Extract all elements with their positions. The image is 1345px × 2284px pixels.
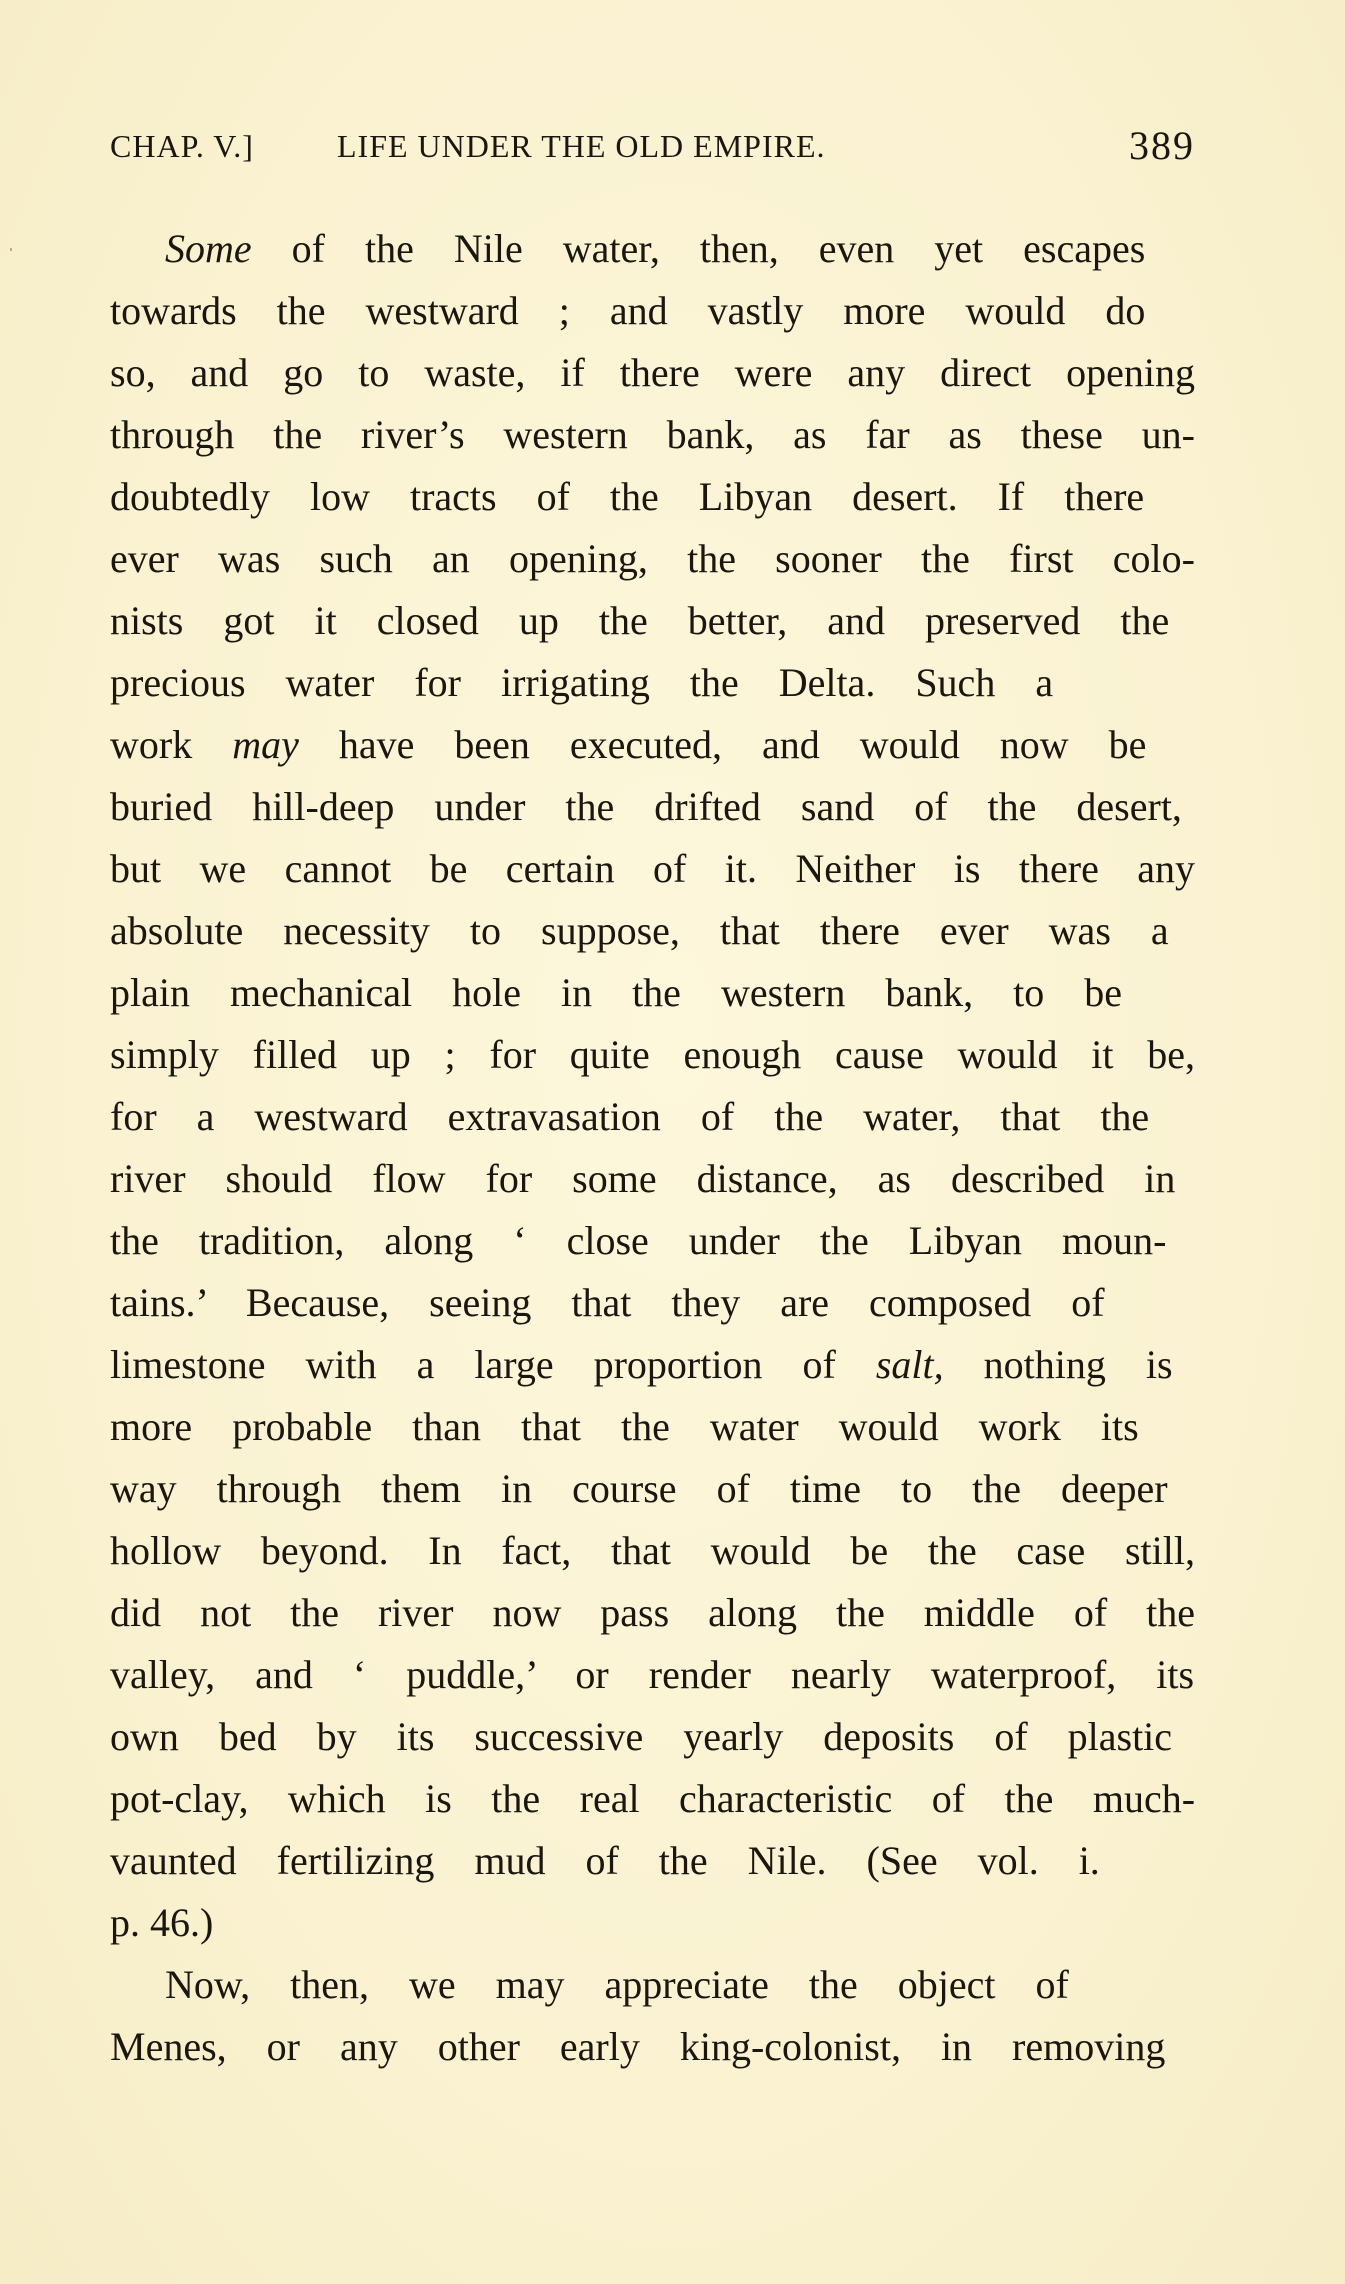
text-line: pot-clay, which is the real characteristic of the much- bbox=[110, 1776, 1195, 1821]
text-line: buried hill-deep under the drifted sand of the desert, bbox=[110, 784, 1182, 829]
text-line: did not the river now pass along the middle of the bbox=[110, 1590, 1195, 1635]
text-line: river should flow for some distance, as described in bbox=[110, 1156, 1176, 1201]
chapter-label: CHAP. V.] bbox=[110, 128, 254, 164]
paper-speck bbox=[10, 248, 12, 251]
text-line: more probable than that the water would work its bbox=[110, 1404, 1139, 1449]
text-line: limestone with a large proportion of salt, nothing is bbox=[110, 1342, 1173, 1387]
page-number: 389 bbox=[1129, 123, 1195, 168]
text-line: p. 46.) bbox=[110, 1900, 214, 1945]
text-line: Menes, or any other early king-colonist, in removing bbox=[110, 2024, 1166, 2069]
text-line: precious water for irrigating the Delta. Such a bbox=[110, 660, 1054, 705]
text-line: vaunted fertilizing mud of the Nile. (See vol. i. bbox=[110, 1838, 1100, 1883]
text-line: through the river’s western bank, as far as these un- bbox=[110, 412, 1195, 457]
text-line: but we cannot be certain of it. Neither is there any bbox=[110, 846, 1195, 891]
text-line: own bed by its successive yearly deposits of plastic bbox=[110, 1714, 1173, 1759]
text-line: valley, and ‘ puddle,’ or render nearly waterproof, its bbox=[110, 1652, 1195, 1697]
text-line: Now, then, we may appreciate the object of bbox=[165, 1962, 1069, 2007]
text-line: absolute necessity to suppose, that there ever was a bbox=[110, 908, 1169, 953]
text-line: simply filled up ; for quite enough cause would it be, bbox=[110, 1032, 1195, 1077]
running-title: LIFE UNDER THE OLD EMPIRE. bbox=[337, 128, 826, 164]
text-line: ever was such an opening, the sooner the first colo- bbox=[110, 536, 1195, 581]
text-line: way through them in course of time to the deeper bbox=[110, 1466, 1168, 1511]
running-head bbox=[110, 123, 1195, 178]
text-line: tains.’ Because, seeing that they are composed of bbox=[110, 1280, 1105, 1325]
text-line: towards the westward ; and vastly more would do bbox=[110, 288, 1146, 333]
text-line: so, and go to waste, if there were any direct opening bbox=[110, 350, 1195, 395]
text-line: work may have been executed, and would now be bbox=[110, 722, 1147, 767]
text-line: plain mechanical hole in the western bank, to be bbox=[110, 970, 1122, 1015]
text-line: nists got it closed up the better, and preserved the bbox=[110, 598, 1170, 643]
text-line: hollow beyond. In fact, that would be the case still, bbox=[110, 1528, 1195, 1573]
body-text bbox=[110, 218, 1195, 2078]
text-line: Some of the Nile water, then, even yet escapes bbox=[165, 226, 1146, 271]
text-line: for a westward extravasation of the water, that the bbox=[110, 1094, 1150, 1139]
text-line: doubtedly low tracts of the Libyan desert. If there bbox=[110, 474, 1145, 519]
text-line: the tradition, along ‘ close under the Libyan moun- bbox=[110, 1218, 1167, 1263]
